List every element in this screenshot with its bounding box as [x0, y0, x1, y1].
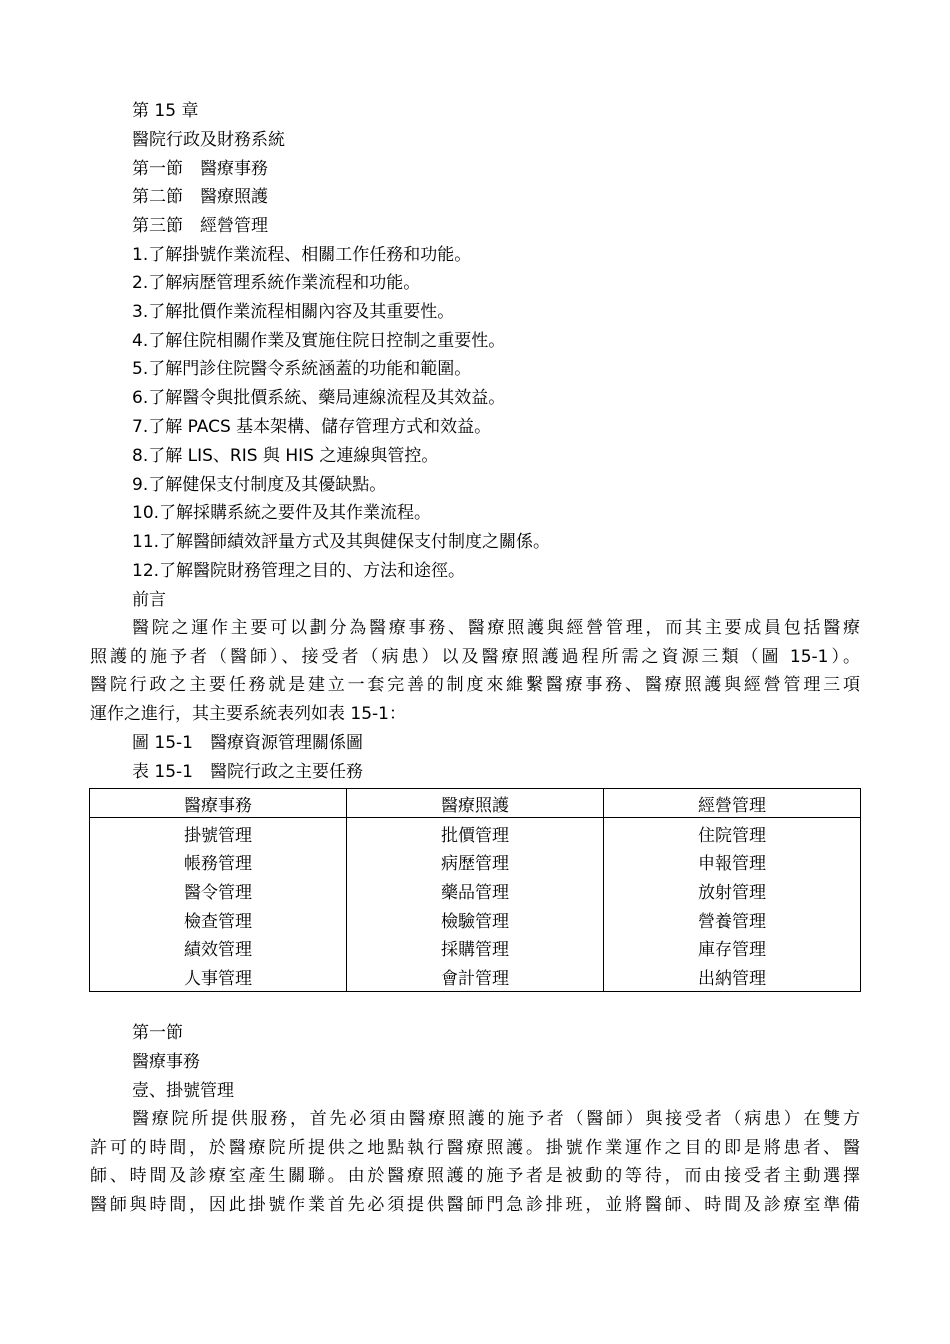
section-list-item: 第三節 經營管理 [132, 216, 268, 236]
paragraph-line: 醫師與時間，因此掛號作業首先必須提供醫師門急診排班，並將醫師、時間及診療室準備 [90, 1195, 860, 1216]
chapter-number: 第 15 章 [132, 101, 199, 121]
table-cell: 掛號管理 [90, 818, 347, 848]
table-cell: 藥品管理 [347, 876, 604, 905]
body-paragraph [90, 1105, 860, 1220]
paragraph-line: 運作之進行，其主要系統表列如表 15-1： [90, 704, 406, 725]
table-header-row [90, 789, 861, 818]
table-cell: 採購管理 [347, 933, 604, 962]
objective-item: 5.了解門診住院醫令系統涵蓋的功能和範圍。 [132, 359, 472, 379]
table-row [90, 962, 861, 991]
objective-item: 10.了解採購系統之要件及其作業流程。 [132, 503, 432, 523]
table-cell: 營養管理 [604, 905, 861, 934]
table-row [90, 876, 861, 905]
table-cell: 庫存管理 [604, 933, 861, 962]
table-cell: 醫令管理 [90, 876, 347, 905]
table-cell: 檢驗管理 [347, 905, 604, 934]
table-row [90, 818, 861, 848]
objective-item: 11.了解醫師績效評量方式及其與健保支付制度之關係。 [132, 532, 551, 552]
objective-item: 12.了解醫院財務管理之目的、方法和途徑。 [132, 561, 466, 581]
chapter-title: 醫院行政及財務系統 [132, 130, 285, 150]
table-row [90, 848, 861, 877]
section-list-item: 第二節 醫療照護 [132, 187, 268, 207]
objective-item: 3.了解批價作業流程相關內容及其重要性。 [132, 302, 455, 322]
table-cell: 帳務管理 [90, 848, 347, 877]
paragraph-line: 醫療院所提供服務，首先必須由醫療照護的施予者（醫師）與接受者（病患）在雙方 [132, 1109, 860, 1129]
table-row [90, 933, 861, 962]
subsection-heading: 壹、掛號管理 [132, 1081, 234, 1101]
column-header: 醫療事務 [90, 789, 347, 818]
table-cell: 出納管理 [604, 962, 861, 991]
objective-item: 8.了解 LIS、RIS 與 HIS 之連線與管控。 [132, 446, 439, 466]
table-cell: 檢查管理 [90, 905, 347, 934]
table-cell: 績效管理 [90, 933, 347, 962]
section-heading: 第一節 [132, 1023, 183, 1043]
paragraph-line: 醫院行政之主要任務就是建立一套完善的制度來維繫醫療事務、醫療照護與經營管理三項 [90, 675, 860, 696]
preface-paragraph [90, 614, 860, 729]
objective-item: 6.了解醫令與批價系統、藥局連線流程及其效益。 [132, 388, 506, 408]
table-caption: 表 15-1 醫院行政之主要任務 [132, 762, 363, 782]
preface-title: 前言 [132, 590, 166, 610]
paragraph-line: 醫院之運作主要可以劃分為醫療事務、醫療照護與經營管理，而其主要成員包括醫療 [132, 618, 860, 638]
tasks-table [89, 788, 861, 992]
section-title: 醫療事務 [132, 1052, 200, 1072]
section-list-item: 第一節 醫療事務 [132, 159, 268, 179]
objective-item: 1.了解掛號作業流程、相關工作任務和功能。 [132, 245, 472, 265]
paragraph-line: 師、時間及診療室產生關聯。由於醫療照護的施予者是被動的等待，而由接受者主動選擇 [90, 1166, 860, 1187]
table-cell: 病歷管理 [347, 848, 604, 877]
objective-item: 9.了解健保支付制度及其優缺點。 [132, 475, 387, 495]
table-cell: 放射管理 [604, 876, 861, 905]
column-header: 經營管理 [604, 789, 861, 818]
paragraph-line: 照護的施予者（醫師）、接受者（病患）以及醫療照護過程所需之資源三類（圖 15-1）。 [90, 646, 860, 667]
column-header: 醫療照護 [347, 789, 604, 818]
table-row [90, 905, 861, 934]
table-cell: 住院管理 [604, 818, 861, 848]
table-cell: 申報管理 [604, 848, 861, 877]
paragraph-line: 許可的時間，於醫療院所提供之地點執行醫療照護。掛號作業運作之目的即是將患者、醫 [90, 1137, 860, 1158]
objective-item: 2.了解病歷管理系統作業流程和功能。 [132, 273, 421, 293]
table-cell: 批價管理 [347, 818, 604, 848]
table-cell: 人事管理 [90, 962, 347, 991]
figure-caption: 圖 15-1 醫療資源管理關係圖 [132, 733, 363, 753]
objective-item: 4.了解住院相關作業及實施住院日控制之重要性。 [132, 331, 506, 351]
objective-item: 7.了解 PACS 基本架構、儲存管理方式和效益。 [132, 417, 492, 437]
table-cell: 會計管理 [347, 962, 604, 991]
